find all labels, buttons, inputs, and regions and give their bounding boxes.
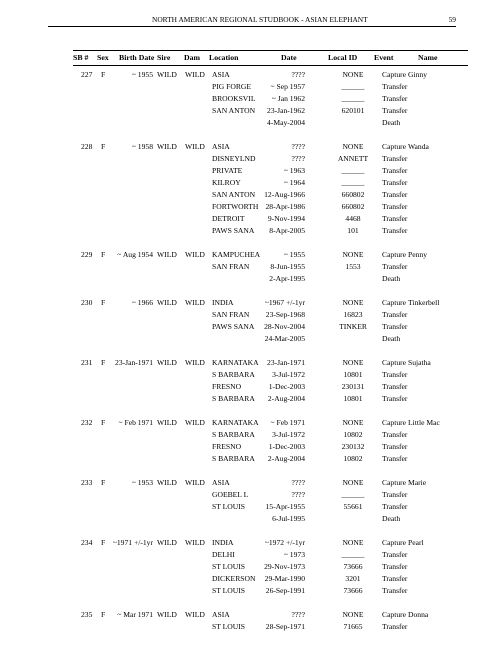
event-type: Transfer [382,154,408,163]
event-type: Capture [382,70,407,79]
sex-value: F [101,250,106,259]
birth-date: ~ Aug 1954 [117,250,153,259]
event-row [73,273,468,285]
event-type: Capture [382,250,407,259]
event-row [73,381,468,393]
sb-number: 227 [81,70,93,79]
local-id: NONE [342,142,364,151]
column-header-location: Location [209,53,239,62]
animal-name: Sujatha [408,358,431,367]
sire-value: WILD [157,250,177,259]
event-type: Transfer [382,214,408,223]
event-row [73,201,468,213]
local-id: 55661 [343,502,363,511]
animal-name: Penny [408,250,427,259]
sire-value: WILD [157,610,177,619]
records-list [73,69,468,645]
animal-name: Wanda [408,142,429,151]
location: S BARBARA [212,454,255,463]
location: FORTWORTH [212,202,259,211]
event-date: ~ 1964 [283,178,305,187]
local-id: NONE [342,418,364,427]
local-id: 73666 [343,562,363,571]
sb-number: 229 [81,250,93,259]
column-header-sex: Sex [97,53,109,62]
location: ST LOUIS [212,562,245,571]
event-type: Death [382,274,401,283]
event-row [73,141,468,153]
page-number: 59 [448,15,456,24]
event-row [73,189,468,201]
column-header-birth-date: Birth Date [119,53,155,62]
event-row [73,321,468,333]
event-type: Transfer [382,442,408,451]
sex-value: F [101,142,106,151]
event-type: Death [382,118,401,127]
event-date: ~ Feb 1971 [270,418,305,427]
event-date: 26-Sep-1991 [265,586,305,595]
event-type: Transfer [382,502,408,511]
location: S BARBARA [212,394,255,403]
event-type: Transfer [382,178,408,187]
event-row [73,309,468,321]
event-type: Transfer [382,550,408,559]
event-date: 1-Dec-2003 [268,382,305,391]
location: BROOKSVIL [212,94,256,103]
event-type: Capture [382,538,407,547]
sire-value: WILD [157,478,177,487]
event-row [73,333,468,345]
column-header-dam: Dam [184,53,201,62]
event-date: 2-Aug-2004 [267,454,305,463]
local-id: NONE [342,538,364,547]
location: SAN ANTON [212,106,256,115]
local-id: NONE [342,298,364,307]
birth-date: ~ 1953 [131,478,153,487]
event-row [73,573,468,585]
local-id: 620101 [341,106,365,115]
birth-date: ~ 1958 [131,142,153,151]
event-date: ~ 1963 [283,166,305,175]
sex-value: F [101,418,106,427]
dam-value: WILD [185,142,205,151]
event-type: Capture [382,478,407,487]
event-type: Capture [382,358,407,367]
sex-value: F [101,298,106,307]
event-type: Transfer [382,226,408,235]
event-date: ~ Jan 1962 [271,94,305,103]
page-title: NORTH AMERICAN REGIONAL STUDBOOK - ASIAN ELEPHANT [152,15,368,24]
column-header-row [73,50,468,66]
local-id: 73666 [343,586,363,595]
event-row [73,297,468,309]
local-id: 3201 [345,574,361,583]
event-row [73,561,468,573]
location: SAN FRAN [212,310,250,319]
event-date: ???? [291,70,305,79]
sb-number: 232 [81,418,93,427]
studbook-record [73,477,468,525]
studbook-record [73,69,468,129]
event-date: ???? [291,490,305,499]
event-row [73,501,468,513]
sire-value: WILD [157,298,177,307]
local-id: 10801 [343,394,363,403]
event-type: Transfer [382,430,408,439]
event-row [73,105,468,117]
location: INDIA [212,298,234,307]
location: PAWS SANA [212,322,255,331]
event-date: ???? [291,610,305,619]
birth-date: ~ Mar 1971 [117,610,153,619]
event-date: 3-Jul-1972 [272,370,305,379]
event-row [73,69,468,81]
animal-name: Tinkerbell [408,298,440,307]
event-date: ???? [291,478,305,487]
birth-date: ~1971 +/-1yr [112,538,153,547]
dam-value: WILD [185,358,205,367]
event-row [73,417,468,429]
event-type: Capture [382,418,407,427]
column-header-date: Date [281,53,297,62]
event-date: 8-Apr-2005 [269,226,305,235]
event-date: 23-Sep-1968 [265,310,305,319]
event-type: Transfer [382,490,408,499]
event-row [73,213,468,225]
local-id: NONE [342,250,364,259]
event-type: Capture [382,142,407,151]
sire-value: WILD [157,418,177,427]
studbook-record [73,249,468,285]
location: PRIVATE [212,166,243,175]
event-type: Transfer [382,82,408,91]
sire-value: WILD [157,358,177,367]
event-date: ~1972 +/-1yr [264,538,305,547]
studbook-record [73,141,468,237]
event-date: 24-Mar-2005 [264,334,305,343]
dam-value: WILD [185,418,205,427]
location: PIG FORGE [212,82,252,91]
local-id: 10801 [343,370,363,379]
birth-date: ~ 1966 [131,298,153,307]
local-id: 71665 [343,622,363,631]
local-id: 10802 [343,454,363,463]
local-id: 101 [347,226,359,235]
event-type: Capture [382,298,407,307]
sb-number: 231 [81,358,93,367]
location: ST LOUIS [212,622,245,631]
location: ASIA [212,142,230,151]
dam-value: WILD [185,250,205,259]
local-id: 16823 [343,310,363,319]
event-date: 4-May-2004 [267,118,305,127]
sb-number: 230 [81,298,93,307]
dam-value: WILD [185,478,205,487]
local-id: NONE [342,610,364,619]
animal-name: Ginny [408,70,427,79]
event-type: Transfer [382,622,408,631]
local-id: ______ [341,178,365,187]
studbook-table [73,50,468,631]
local-id: NONE [342,358,364,367]
birth-date: ~ Feb 1971 [118,418,153,427]
birth-date: ~ 1955 [131,70,153,79]
sex-value: F [101,538,106,547]
event-date: 28-Apr-1986 [265,202,305,211]
dam-value: WILD [185,538,205,547]
sex-value: F [101,610,106,619]
event-row [73,513,468,525]
location: KARNATAKA [212,418,259,427]
event-row [73,585,468,597]
location: PAWS SANA [212,226,255,235]
local-id: ______ [341,166,365,175]
event-row [73,549,468,561]
event-row [73,477,468,489]
local-id: 230132 [341,442,365,451]
location: DICKERSON [212,574,256,583]
location: ASIA [212,70,230,79]
event-date: ~ Sep 1957 [270,82,305,91]
studbook-record [73,609,468,633]
event-date: 29-Nov-1973 [264,562,305,571]
local-id: 660802 [341,190,365,199]
event-type: Transfer [382,394,408,403]
sb-number: 234 [81,538,93,547]
event-row [73,261,468,273]
dam-value: WILD [185,70,205,79]
page-header [48,12,456,27]
event-type: Transfer [382,106,408,115]
location: FRESNO [212,442,242,451]
dam-value: WILD [185,298,205,307]
event-row [73,489,468,501]
event-date: 2-Apr-1995 [269,274,305,283]
local-id: 1553 [345,262,361,271]
event-date: 3-Jul-1972 [272,430,305,439]
location: SAN ANTON [212,190,256,199]
column-header-sire: Sire [157,53,171,62]
event-type: Transfer [382,190,408,199]
event-date: 12-Aug-1966 [264,190,305,199]
event-row [73,357,468,369]
animal-name: Marie [408,478,427,487]
event-type: Death [382,334,401,343]
event-row [73,153,468,165]
sire-value: WILD [157,70,177,79]
event-row [73,453,468,465]
event-row [73,93,468,105]
event-date: 23-Jan-1971 [267,358,305,367]
event-row [73,441,468,453]
event-row [73,165,468,177]
event-date: 1-Dec-2003 [268,442,305,451]
event-date: ???? [291,142,305,151]
event-type: Transfer [382,310,408,319]
animal-name: Pearl [408,538,424,547]
sb-number: 233 [81,478,93,487]
event-type: Transfer [382,454,408,463]
local-id: ANNETT [337,154,369,163]
column-header-local-id: Local ID [328,53,358,62]
local-id: ______ [341,94,365,103]
event-row [73,393,468,405]
event-row [73,117,468,129]
event-date: ~ 1955 [283,250,305,259]
event-row [73,249,468,261]
location: SAN FRAN [212,262,250,271]
animal-name: Little Mac [408,418,440,427]
location: FRESNO [212,382,242,391]
event-date: 9-Nov-1994 [267,214,305,223]
event-type: Death [382,514,401,523]
location: ASIA [212,610,230,619]
sex-value: F [101,478,106,487]
studbook-record [73,417,468,465]
location: DISNEYLND [212,154,256,163]
local-id: ______ [341,550,365,559]
column-header-sb: SB # [73,53,89,62]
sex-value: F [101,358,106,367]
location: ST LOUIS [212,586,245,595]
birth-date: 23-Jan-1971 [115,358,153,367]
column-header-name: Name [418,53,438,62]
location: GOEBEL L [212,490,249,499]
event-row [73,369,468,381]
event-date: ~1967 +/-1yr [264,298,305,307]
event-row [73,537,468,549]
location: ASIA [212,478,230,487]
studbook-record [73,297,468,345]
event-type: Transfer [382,262,408,271]
event-type: Transfer [382,166,408,175]
event-row [73,609,468,621]
event-type: Transfer [382,586,408,595]
event-type: Transfer [382,322,408,331]
sex-value: F [101,70,106,79]
event-type: Transfer [382,370,408,379]
local-id: TINKER [339,322,367,331]
location: S BARBARA [212,430,255,439]
location: DETROIT [212,214,245,223]
event-type: Capture [382,610,407,619]
local-id: 4468 [345,214,361,223]
event-date: 6-Jul-1995 [272,514,305,523]
location: INDIA [212,538,234,547]
event-type: Transfer [382,202,408,211]
location: KARNATAKA [212,358,259,367]
event-date: 28-Nov-2004 [264,322,305,331]
event-type: Transfer [382,94,408,103]
event-date: 23-Jan-1962 [267,106,305,115]
studbook-record [73,357,468,405]
event-date: ???? [291,154,305,163]
location: KAMPUCHEA [212,250,261,259]
event-type: Transfer [382,562,408,571]
local-id: 10802 [343,430,363,439]
dam-value: WILD [185,610,205,619]
event-row [73,225,468,237]
column-header-event: Event [374,53,394,62]
location: ST LOUIS [212,502,245,511]
event-type: Transfer [382,574,408,583]
event-row [73,621,468,633]
local-id: NONE [342,478,364,487]
event-date: 28-Sep-1971 [265,622,305,631]
local-id: ______ [341,490,365,499]
event-row [73,177,468,189]
event-date: 8-Jun-1955 [270,262,305,271]
sire-value: WILD [157,538,177,547]
event-date: 15-Apr-1955 [265,502,305,511]
event-type: Transfer [382,382,408,391]
location: KILROY [212,178,241,187]
local-id: NONE [342,70,364,79]
sb-number: 228 [81,142,93,151]
sire-value: WILD [157,142,177,151]
event-date: 2-Aug-2004 [267,394,305,403]
event-row [73,429,468,441]
location: DELHI [212,550,235,559]
local-id: 230131 [341,382,365,391]
event-row [73,81,468,93]
animal-name: Donna [408,610,429,619]
studbook-record [73,537,468,597]
location: S BARBARA [212,370,255,379]
local-id: ______ [341,82,365,91]
event-date: ~ 1973 [283,550,305,559]
local-id: 660802 [341,202,365,211]
sb-number: 235 [81,610,93,619]
event-date: 29-Mar-1990 [264,574,305,583]
